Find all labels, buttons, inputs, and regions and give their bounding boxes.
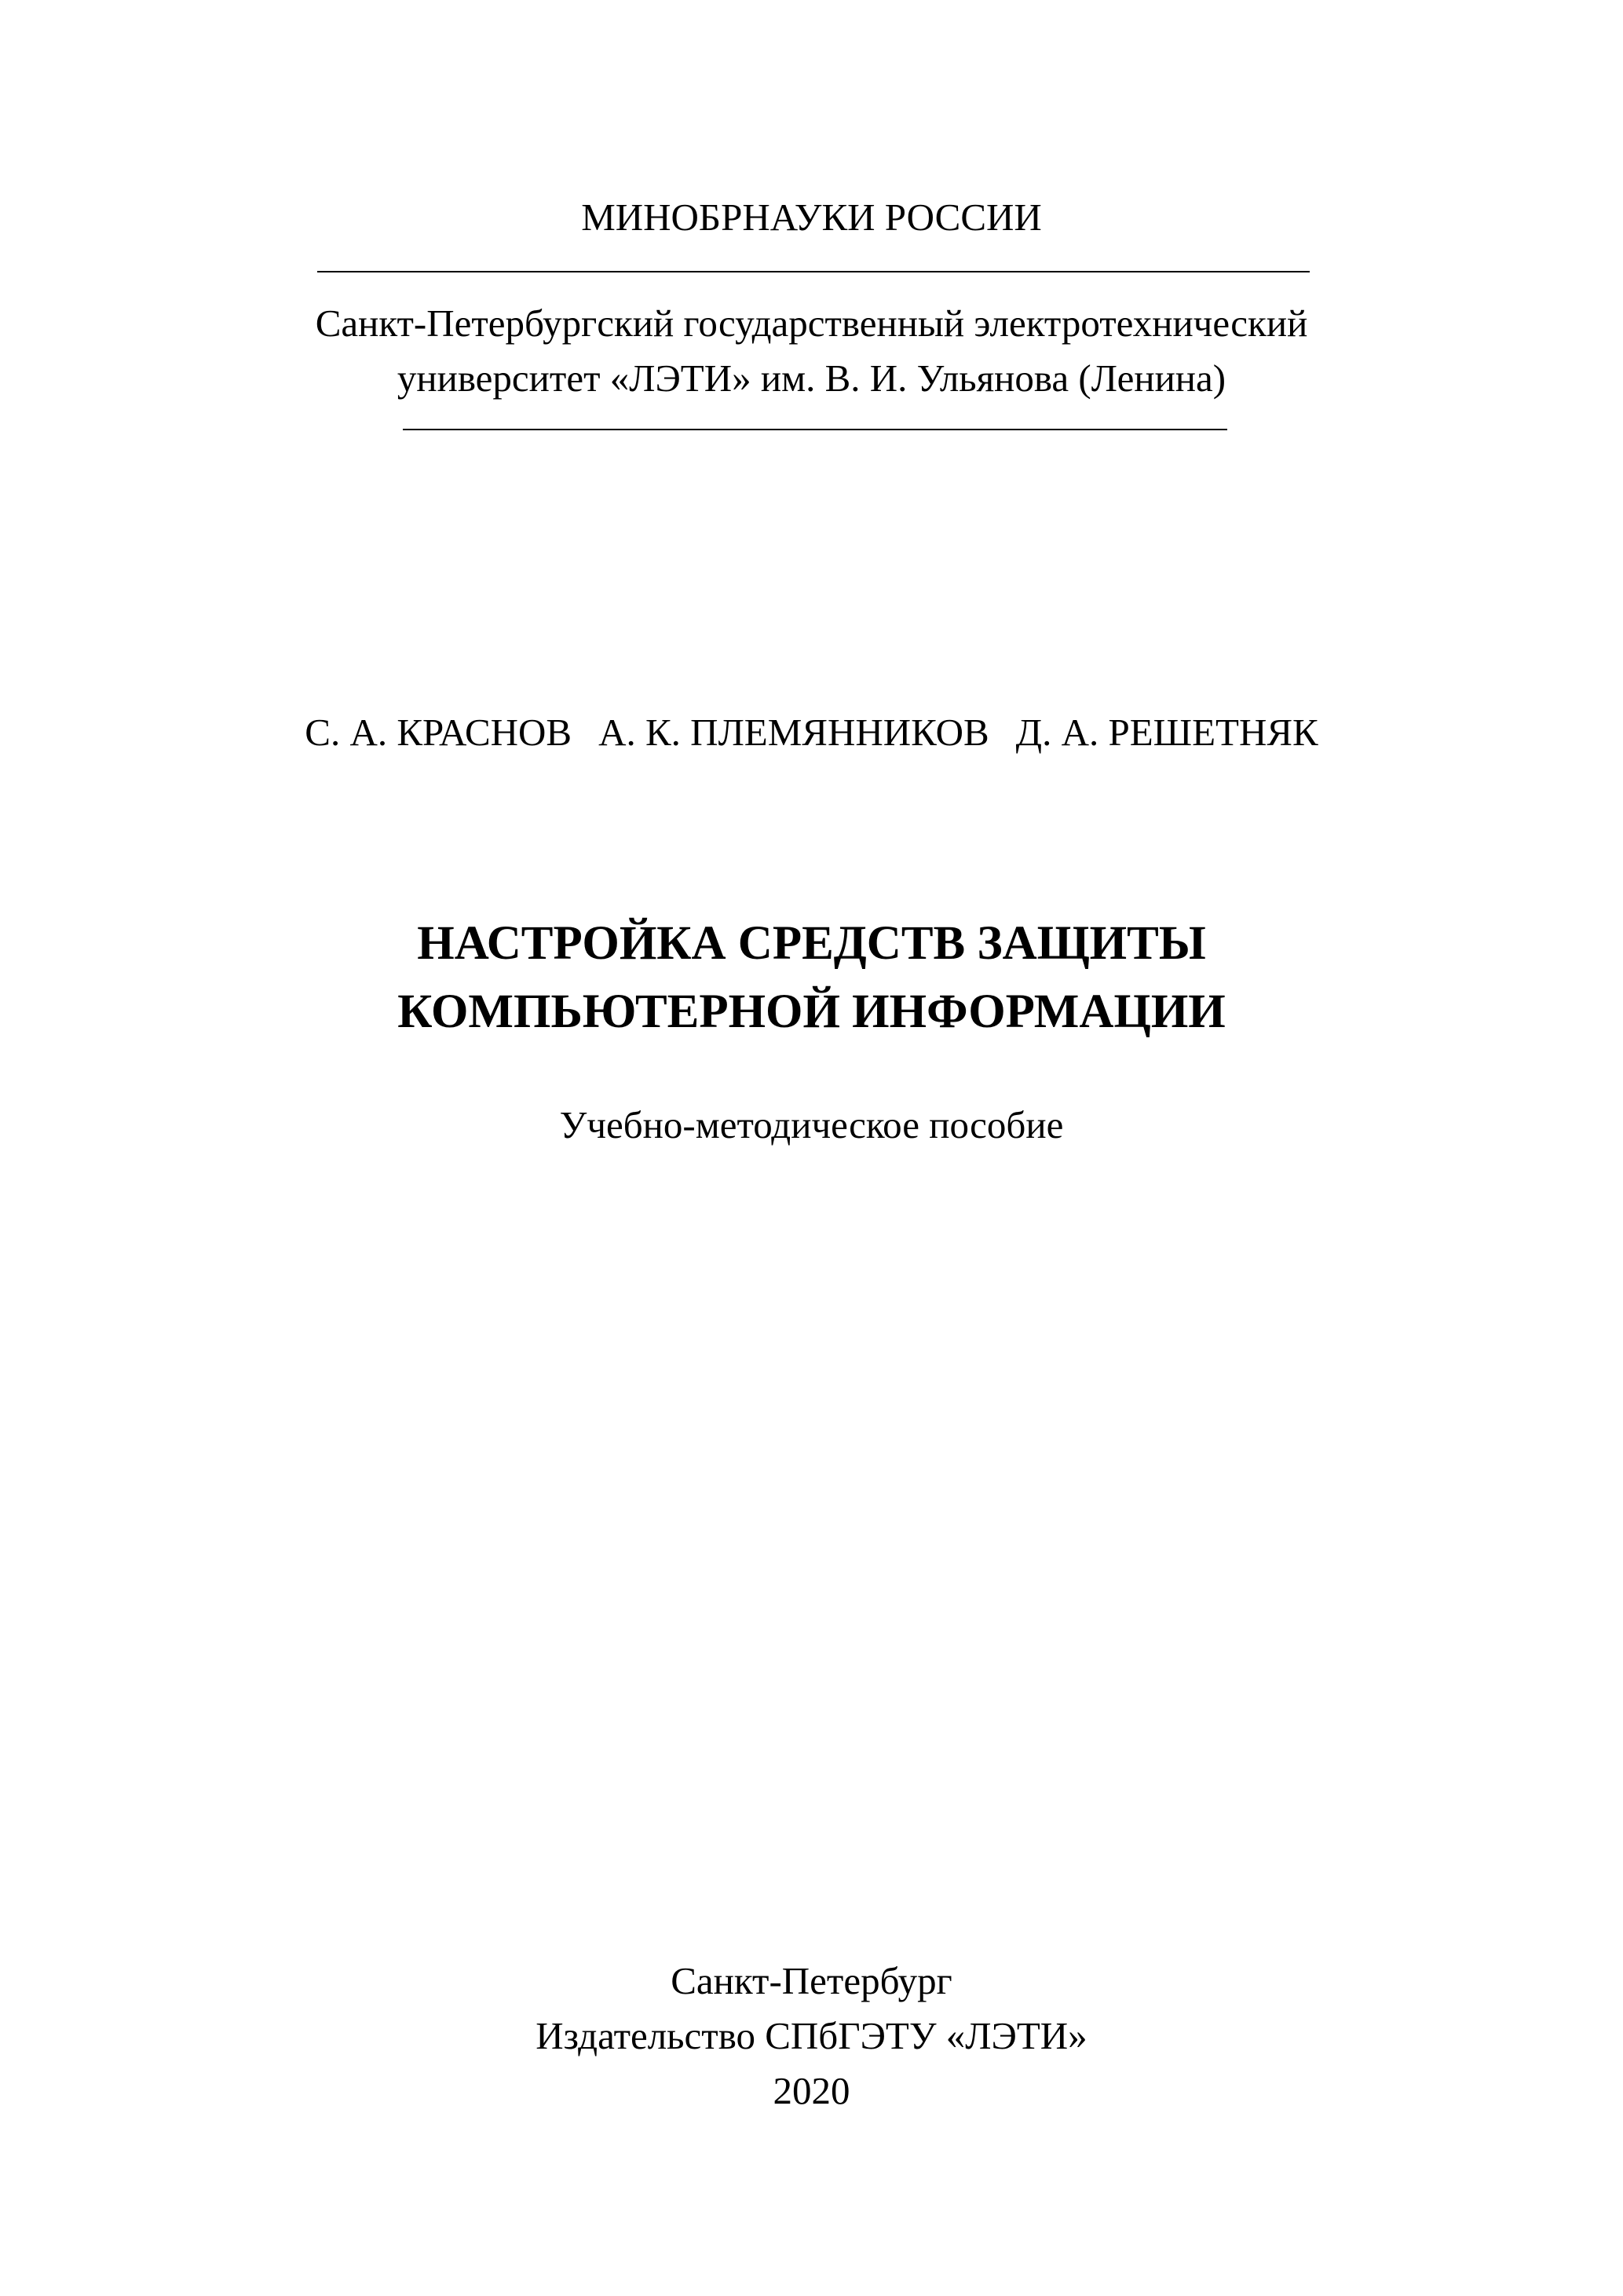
header-divider-bottom: [403, 429, 1227, 430]
author-name: Д. А. РЕШЕТНЯК: [1015, 711, 1318, 754]
author-name: А. К. ПЛЕМЯННИКОВ: [598, 711, 989, 754]
imprint-publisher: Издательство СПбГЭТУ «ЛЭТИ»: [536, 2014, 1087, 2057]
header-divider-top: [317, 271, 1310, 272]
university-name-line1: Санкт-Петербургский государственный электротехнический: [315, 302, 1308, 345]
document-title-line2: КОМПЬЮТЕРНОЙ ИНФОРМАЦИИ: [397, 985, 1226, 1038]
ministry-name: МИНОБРНАУКИ РОССИИ: [581, 196, 1042, 239]
document-title-line1: НАСТРОЙКА СРЕДСТВ ЗАЩИТЫ: [417, 917, 1206, 970]
document-subtitle: Учебно-методическое пособие: [559, 1103, 1064, 1146]
author-name: С. А. КРАСНОВ: [305, 711, 572, 754]
university-name-line2: университет «ЛЭТИ» им. В. И. Ульянова (Ленина): [397, 356, 1226, 400]
imprint-city: Санкт-Петербург: [671, 1959, 952, 2002]
imprint-year: 2020: [773, 2069, 850, 2112]
authors-list: [0, 709, 1623, 756]
